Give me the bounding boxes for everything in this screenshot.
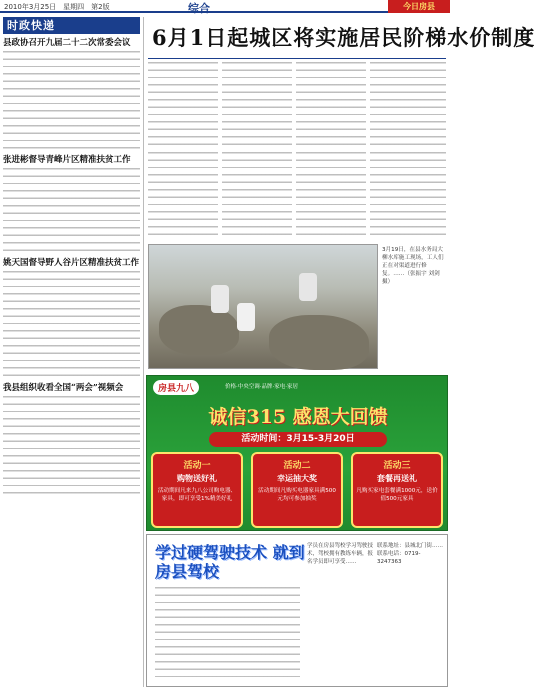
main-article-col2 <box>222 62 292 148</box>
column-title: 时政快递 <box>3 17 140 34</box>
main-article-col3b <box>296 152 366 238</box>
issue-date: 2010年3月25日 星期四 第2版 <box>4 3 110 11</box>
headline-rule <box>148 58 446 59</box>
promo-label: 活动三 <box>383 461 411 471</box>
news-photo[interactable] <box>148 244 378 369</box>
main-article-col3 <box>296 62 366 148</box>
main-headline[interactable]: 6月1日起城区将实施居民阶梯水价制度 <box>152 25 535 50</box>
promo-label: 活动二 <box>283 461 311 471</box>
driving-school-ad[interactable] <box>146 534 448 687</box>
page-header <box>0 0 450 13</box>
promo-text: 活动期间凡来九八公司购电器、家具，即可享受1%精美好礼 <box>157 488 237 502</box>
photo-caption: 3月19日，在县水务局大柳水库施工现场，工人们正在对渠道进行修复。……（张振宇 刘剑 摄） <box>382 247 444 285</box>
main-article-col1b <box>148 152 218 238</box>
ad-slogan: 价格·中央空调·品牌·家电·家居 <box>225 384 298 390</box>
ad2-col2: 学员在房县驾校学习驾驶技术，驾校拥有教练车辆，报名学员即可享受…… <box>307 543 374 565</box>
promo-box[interactable] <box>151 452 243 528</box>
ad-main-title: 诚信315 感恩大回馈 <box>208 406 388 428</box>
section-title: 综合 <box>188 2 210 15</box>
promo-heading: 购物送好礼 <box>177 474 217 483</box>
main-article-col1 <box>148 62 218 148</box>
photo-worker <box>237 303 255 331</box>
main-article-col2b <box>222 152 292 238</box>
main-article-col4b <box>370 152 446 238</box>
ad2-col3: 联系地址：县城北门街……联系电话：0719-3247363 <box>377 543 444 565</box>
article-title[interactable]: 我县组织收看全国“两会”视频会 <box>3 383 124 393</box>
promo-text: 活动期间凡购买电器家具满500元均可参加抽奖 <box>258 488 336 502</box>
article-body <box>3 168 140 254</box>
article-body <box>3 271 140 379</box>
ad2-body <box>155 587 300 682</box>
article-body <box>3 396 140 494</box>
advertisement-315[interactable] <box>146 375 448 531</box>
article-title[interactable]: 县政协召开九届二十二次常委会议 <box>3 38 131 48</box>
promo-heading: 幸运抽大奖 <box>277 474 317 483</box>
paper-name: 今日房县 <box>388 0 450 13</box>
promo-heading: 套餐再送礼 <box>377 474 417 483</box>
promo-text: 凡购买家电套餐满1000元，送价值500元家具 <box>356 488 438 502</box>
promo-box[interactable] <box>351 452 443 528</box>
ad-logo: 房县九八 <box>153 380 199 395</box>
left-column <box>3 17 140 687</box>
promo-label: 活动一 <box>183 461 211 471</box>
article-body <box>3 51 140 151</box>
ad-time: 活动时间：3月15-3月20日 <box>209 432 387 447</box>
article-title[interactable]: 姚天国督导野人谷片区精准扶贫工作 <box>3 258 140 268</box>
article-title[interactable]: 张进彬督导青峰片区精准扶贫工作 <box>3 155 131 165</box>
column-divider <box>143 17 144 687</box>
photo-rock <box>159 305 239 355</box>
promo-box[interactable] <box>251 452 343 528</box>
photo-worker <box>211 285 229 313</box>
photo-worker <box>299 273 317 301</box>
photo-rock <box>269 315 369 370</box>
ad2-title: 学过硬驾驶技术 就到房县驾校 <box>155 543 305 581</box>
main-article-col4 <box>370 62 446 148</box>
